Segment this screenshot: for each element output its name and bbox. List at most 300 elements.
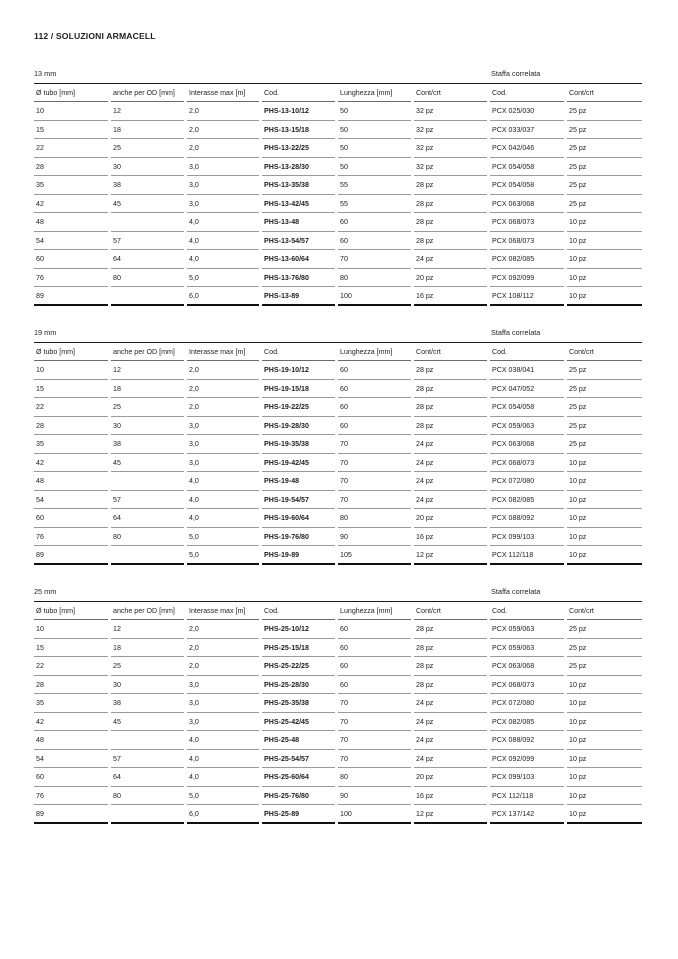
table-cell: 57 [111, 491, 184, 510]
table-cell: 4,0 [187, 768, 259, 787]
table-cell: 60 [338, 639, 411, 658]
table-cell: 25 pz [567, 139, 642, 158]
table-cell: 89 [34, 546, 108, 565]
table-cell: 50 [338, 121, 411, 140]
table-cell: 10 pz [567, 213, 642, 232]
table-cell: 10 pz [567, 768, 642, 787]
table-cell: 25 pz [567, 102, 642, 121]
table-cell: 24 pz [414, 713, 487, 732]
table-cell: PCX 112/118 [490, 787, 564, 806]
table-cell: 80 [338, 768, 411, 787]
table-row [34, 472, 642, 491]
column-header: anche per OD [mm] [111, 343, 184, 361]
table-cell: 50 [338, 139, 411, 158]
table-cell: 2,0 [187, 380, 259, 399]
column-header: Cont/crt [567, 84, 642, 102]
table-cell: 55 [338, 176, 411, 195]
table-cell: 80 [111, 787, 184, 806]
table-cell: 70 [338, 750, 411, 769]
table-cell: 10 [34, 361, 108, 380]
column-header: Interasse max [m] [187, 602, 259, 620]
table-cell: PCX 099/103 [490, 768, 564, 787]
column-header: anche per OD [mm] [111, 602, 184, 620]
table-cell: 3,0 [187, 435, 259, 454]
staffa-correlata-label: Staffa correlata [491, 328, 541, 337]
table-cell: 89 [34, 287, 108, 306]
table-cell: PHS-13-15/18 [262, 121, 335, 140]
table-cell: PHS-19-89 [262, 546, 335, 565]
table-cell: 10 pz [567, 454, 642, 473]
table-cell: 70 [338, 435, 411, 454]
table-cell: 25 pz [567, 195, 642, 214]
table-cell: 25 pz [567, 158, 642, 177]
table-cell: 10 pz [567, 713, 642, 732]
table-cell: PCX 068/073 [490, 213, 564, 232]
table-row [34, 139, 642, 158]
table-cell [111, 546, 184, 565]
table-cell: 70 [338, 731, 411, 750]
table-cell: 30 [111, 417, 184, 436]
table-cell: 42 [34, 713, 108, 732]
table-cell: PCX 059/063 [490, 417, 564, 436]
table-cell: 5,0 [187, 528, 259, 547]
table-cell: 10 pz [567, 269, 642, 288]
table-cell: PHS-19-10/12 [262, 361, 335, 380]
table-cell: 60 [338, 361, 411, 380]
table-cell: 76 [34, 269, 108, 288]
table-cell: PCX 112/118 [490, 546, 564, 565]
table-cell: 25 pz [567, 361, 642, 380]
table-row [34, 269, 642, 288]
table-row [34, 398, 642, 417]
table-row [34, 287, 642, 306]
table-cell: 105 [338, 546, 411, 565]
page-header: 112 / SOLUZIONI ARMACELL [34, 31, 156, 41]
table-cell: 60 [338, 232, 411, 251]
table-cell: PCX 072/080 [490, 472, 564, 491]
table-cell: 16 pz [414, 287, 487, 306]
table-cell: 4,0 [187, 250, 259, 269]
table-cell [111, 287, 184, 306]
table-cell: 48 [34, 472, 108, 491]
table-cell: PHS-13-48 [262, 213, 335, 232]
table-cell: PCX 054/058 [490, 158, 564, 177]
table-cell: 10 pz [567, 694, 642, 713]
table-cell: 24 pz [414, 472, 487, 491]
table-cell: 30 [111, 676, 184, 695]
table-cell: PHS-25-35/38 [262, 694, 335, 713]
table-cell: 70 [338, 491, 411, 510]
table-cell: PCX 099/103 [490, 528, 564, 547]
table-cell: 10 pz [567, 287, 642, 306]
table-cell: PCX 054/058 [490, 398, 564, 417]
table-row [34, 694, 642, 713]
table-cell: 2,0 [187, 620, 259, 639]
table-cell: 60 [34, 768, 108, 787]
table-cell: 10 pz [567, 232, 642, 251]
table-cell: 24 pz [414, 750, 487, 769]
table-cell: 28 [34, 676, 108, 695]
section-title-row [34, 325, 642, 343]
table-cell: PCX 038/041 [490, 361, 564, 380]
table-cell: 10 pz [567, 509, 642, 528]
table-cell: 100 [338, 805, 411, 824]
staffa-correlata-label: Staffa correlata [491, 587, 541, 596]
table-cell: 12 pz [414, 546, 487, 565]
table-cell: PCX 068/073 [490, 676, 564, 695]
table-section-19mm [34, 325, 642, 565]
table-row [34, 176, 642, 195]
table-cell: 25 pz [567, 176, 642, 195]
table-cell: 12 pz [414, 805, 487, 824]
table-cell: 20 pz [414, 768, 487, 787]
table-cell: 80 [338, 509, 411, 528]
column-header: Ø tubo [mm] [34, 343, 108, 361]
table-cell: 5,0 [187, 269, 259, 288]
table-cell: 3,0 [187, 676, 259, 695]
table-cell: 24 pz [414, 694, 487, 713]
table-cell: 10 pz [567, 546, 642, 565]
table-cell: 2,0 [187, 102, 259, 121]
table-cell: 80 [111, 528, 184, 547]
table-cell: 2,0 [187, 361, 259, 380]
table-row [34, 435, 642, 454]
column-header: Ø tubo [mm] [34, 602, 108, 620]
table-row [34, 361, 642, 380]
table-cell: 28 pz [414, 676, 487, 695]
table-cell: 28 pz [414, 195, 487, 214]
table-cell: 42 [34, 195, 108, 214]
table-cell: 3,0 [187, 694, 259, 713]
column-header: Cod. [262, 84, 335, 102]
table-cell: 10 pz [567, 805, 642, 824]
table-cell: PCX 092/099 [490, 750, 564, 769]
table-cell: 64 [111, 768, 184, 787]
table-cell: 28 pz [414, 620, 487, 639]
table-cell: 25 pz [567, 417, 642, 436]
table-cell: 25 pz [567, 657, 642, 676]
table-cell: PHS-13-42/45 [262, 195, 335, 214]
table-cell: PHS-25-22/25 [262, 657, 335, 676]
column-header: Cont/crt [414, 343, 487, 361]
table-cell: PHS-13-35/38 [262, 176, 335, 195]
table-cell: PHS-25-28/30 [262, 676, 335, 695]
table-cell: 38 [111, 435, 184, 454]
table-cell: 24 pz [414, 435, 487, 454]
table-cell: PCX 082/085 [490, 713, 564, 732]
table-cell: 4,0 [187, 472, 259, 491]
column-header: Cod. [490, 84, 564, 102]
table-cell: PCX 063/068 [490, 657, 564, 676]
table-cell: PCX 025/030 [490, 102, 564, 121]
table-cell: PCX 033/037 [490, 121, 564, 140]
table-row [34, 676, 642, 695]
table-cell: PHS-19-76/80 [262, 528, 335, 547]
table-cell: 25 [111, 657, 184, 676]
table-cell: 70 [338, 454, 411, 473]
table-cell: 60 [338, 676, 411, 695]
table-cell: 60 [338, 380, 411, 399]
table-cell: 24 pz [414, 491, 487, 510]
table-cell: 57 [111, 750, 184, 769]
table-cell: PHS-19-35/38 [262, 435, 335, 454]
table-cell: 90 [338, 528, 411, 547]
table-row [34, 750, 642, 769]
table-cell: 45 [111, 713, 184, 732]
column-header: Lunghezza [mm] [338, 84, 411, 102]
table-cell: PCX 068/073 [490, 232, 564, 251]
table-cell: 60 [338, 213, 411, 232]
table-cell: PHS-13-54/57 [262, 232, 335, 251]
table-cell: 30 [111, 158, 184, 177]
table-cell: 60 [338, 398, 411, 417]
table-cell: 10 pz [567, 787, 642, 806]
table-cell: 32 pz [414, 158, 487, 177]
table-cell [111, 731, 184, 750]
table-cell: 28 pz [414, 417, 487, 436]
section-title: 13 mm [34, 69, 57, 78]
table-cell: 25 [111, 398, 184, 417]
table-cell: PHS-19-42/45 [262, 454, 335, 473]
table-cell: PHS-25-48 [262, 731, 335, 750]
table-cell: PHS-25-76/80 [262, 787, 335, 806]
table-cell: 38 [111, 694, 184, 713]
table-cell: 3,0 [187, 417, 259, 436]
table-cell: 10 pz [567, 472, 642, 491]
column-header: Cod. [490, 343, 564, 361]
table-row [34, 768, 642, 787]
table-cell: PCX 088/092 [490, 731, 564, 750]
table-cell: 28 [34, 417, 108, 436]
column-header: Lunghezza [mm] [338, 343, 411, 361]
table-cell: PHS-25-10/12 [262, 620, 335, 639]
table-cell: 60 [338, 417, 411, 436]
table-cell: 25 [111, 139, 184, 158]
table-cell: PCX 042/046 [490, 139, 564, 158]
table-header-row [34, 84, 642, 102]
table-cell: 76 [34, 787, 108, 806]
table-cell: PCX 059/063 [490, 639, 564, 658]
section-title-row [34, 584, 642, 602]
table-cell: 18 [111, 639, 184, 658]
table-cell: PHS-19-22/25 [262, 398, 335, 417]
table-cell: 10 [34, 102, 108, 121]
column-header: Ø tubo [mm] [34, 84, 108, 102]
table-cell: 25 pz [567, 435, 642, 454]
table-cell: 45 [111, 195, 184, 214]
table-cell: 2,0 [187, 639, 259, 658]
table-cell: 50 [338, 158, 411, 177]
table-cell: PCX 059/063 [490, 620, 564, 639]
table-cell: 80 [111, 269, 184, 288]
table-cell: 16 pz [414, 528, 487, 547]
table-cell: 10 pz [567, 750, 642, 769]
table-cell: PCX 068/073 [490, 454, 564, 473]
table-row [34, 454, 642, 473]
table-cell: PCX 088/092 [490, 509, 564, 528]
table-row [34, 731, 642, 750]
table-cell: 10 [34, 620, 108, 639]
column-header: Cod. [490, 602, 564, 620]
table-cell: 80 [338, 269, 411, 288]
table-row [34, 380, 642, 399]
table-cell: 6,0 [187, 287, 259, 306]
table-row [34, 213, 642, 232]
table-cell: 6,0 [187, 805, 259, 824]
table-cell: PCX 047/052 [490, 380, 564, 399]
table-cell: 2,0 [187, 139, 259, 158]
table-cell: PCX 082/085 [490, 491, 564, 510]
table-row [34, 546, 642, 565]
table-cell: PHS-19-54/57 [262, 491, 335, 510]
table-cell: 57 [111, 232, 184, 251]
table-cell: PCX 082/085 [490, 250, 564, 269]
table-cell: 4,0 [187, 509, 259, 528]
table-header-row [34, 343, 642, 361]
table-cell: 60 [338, 620, 411, 639]
table-cell: 10 pz [567, 528, 642, 547]
table-cell: 25 pz [567, 639, 642, 658]
table-cell: PCX 063/068 [490, 195, 564, 214]
table-cell: PHS-13-10/12 [262, 102, 335, 121]
table-row [34, 158, 642, 177]
table-cell: 10 pz [567, 250, 642, 269]
table-row [34, 250, 642, 269]
table-cell: 15 [34, 639, 108, 658]
table-cell: PHS-13-60/64 [262, 250, 335, 269]
table-row [34, 491, 642, 510]
column-header: Lunghezza [mm] [338, 602, 411, 620]
table-cell: 25 pz [567, 380, 642, 399]
table-cell: 76 [34, 528, 108, 547]
column-header: anche per OD [mm] [111, 84, 184, 102]
table-cell: 32 pz [414, 139, 487, 158]
table-cell: 10 pz [567, 676, 642, 695]
table-cell: 24 pz [414, 731, 487, 750]
table-cell: 70 [338, 472, 411, 491]
table-cell: 42 [34, 454, 108, 473]
section-title: 19 mm [34, 328, 57, 337]
table-cell: 28 pz [414, 361, 487, 380]
table-cell: 12 [111, 361, 184, 380]
table-cell: 4,0 [187, 213, 259, 232]
table-cell: PHS-25-54/57 [262, 750, 335, 769]
table-cell: 28 pz [414, 380, 487, 399]
table-cell: 32 pz [414, 121, 487, 140]
table-cell: 22 [34, 657, 108, 676]
column-header: Interasse max [m] [187, 343, 259, 361]
table-cell: PCX 092/099 [490, 269, 564, 288]
table-cell: 18 [111, 380, 184, 399]
table-cell [111, 472, 184, 491]
table-row [34, 528, 642, 547]
table-row [34, 787, 642, 806]
table-row [34, 121, 642, 140]
table-cell: 28 pz [414, 213, 487, 232]
table-cell: PHS-19-48 [262, 472, 335, 491]
table-cell: 3,0 [187, 176, 259, 195]
table-cell: 100 [338, 287, 411, 306]
table-row [34, 102, 642, 121]
table-cell: 54 [34, 750, 108, 769]
column-header: Cont/crt [567, 343, 642, 361]
table-cell: 15 [34, 121, 108, 140]
table-cell: 60 [338, 657, 411, 676]
table-cell: 4,0 [187, 491, 259, 510]
table-cell: 18 [111, 121, 184, 140]
table-cell: 3,0 [187, 713, 259, 732]
column-header: Cod. [262, 343, 335, 361]
table-cell: 28 pz [414, 176, 487, 195]
table-row [34, 417, 642, 436]
table-cell: 22 [34, 398, 108, 417]
table-cell: 28 [34, 158, 108, 177]
table-cell: PCX 072/080 [490, 694, 564, 713]
staffa-correlata-label: Staffa correlata [491, 69, 541, 78]
table-cell: PHS-25-42/45 [262, 713, 335, 732]
table-cell: 50 [338, 102, 411, 121]
table-cell: PHS-19-15/18 [262, 380, 335, 399]
table-cell: 4,0 [187, 232, 259, 251]
table-cell: 28 pz [414, 657, 487, 676]
table-cell: 70 [338, 250, 411, 269]
table-cell: 12 [111, 620, 184, 639]
table-cell: 89 [34, 805, 108, 824]
table-cell: 2,0 [187, 121, 259, 140]
table-cell: PCX 137/142 [490, 805, 564, 824]
table-cell: PHS-13-28/30 [262, 158, 335, 177]
table-cell: 24 pz [414, 454, 487, 473]
table-cell: 28 pz [414, 398, 487, 417]
table-cell [111, 213, 184, 232]
table-row [34, 657, 642, 676]
table-cell: 16 pz [414, 787, 487, 806]
table-cell: 5,0 [187, 546, 259, 565]
table-cell: 54 [34, 491, 108, 510]
section-title: 25 mm [34, 587, 57, 596]
table-section-25mm [34, 584, 642, 824]
table-cell: 25 pz [567, 121, 642, 140]
table-cell: 64 [111, 250, 184, 269]
table-cell: 25 pz [567, 620, 642, 639]
column-header: Cont/crt [414, 602, 487, 620]
table-cell: 15 [34, 380, 108, 399]
table-cell: 90 [338, 787, 411, 806]
table-cell: 54 [34, 232, 108, 251]
table-cell: 3,0 [187, 158, 259, 177]
table-cell: 22 [34, 139, 108, 158]
table-cell: 35 [34, 435, 108, 454]
table-cell: PHS-13-22/25 [262, 139, 335, 158]
table-cell: PHS-25-15/18 [262, 639, 335, 658]
table-cell: PCX 054/058 [490, 176, 564, 195]
table-cell: 20 pz [414, 509, 487, 528]
table-cell: 60 [34, 509, 108, 528]
table-cell: 3,0 [187, 195, 259, 214]
table-cell: 48 [34, 213, 108, 232]
table-section-13mm [34, 66, 642, 306]
column-header: Cod. [262, 602, 335, 620]
table-row [34, 620, 642, 639]
column-header: Cont/crt [414, 84, 487, 102]
table-cell: 4,0 [187, 750, 259, 769]
table-cell: 35 [34, 176, 108, 195]
table-cell: 55 [338, 195, 411, 214]
table-cell [111, 805, 184, 824]
table-cell: 28 pz [414, 639, 487, 658]
table-cell: PCX 063/068 [490, 435, 564, 454]
table-cell: 2,0 [187, 398, 259, 417]
